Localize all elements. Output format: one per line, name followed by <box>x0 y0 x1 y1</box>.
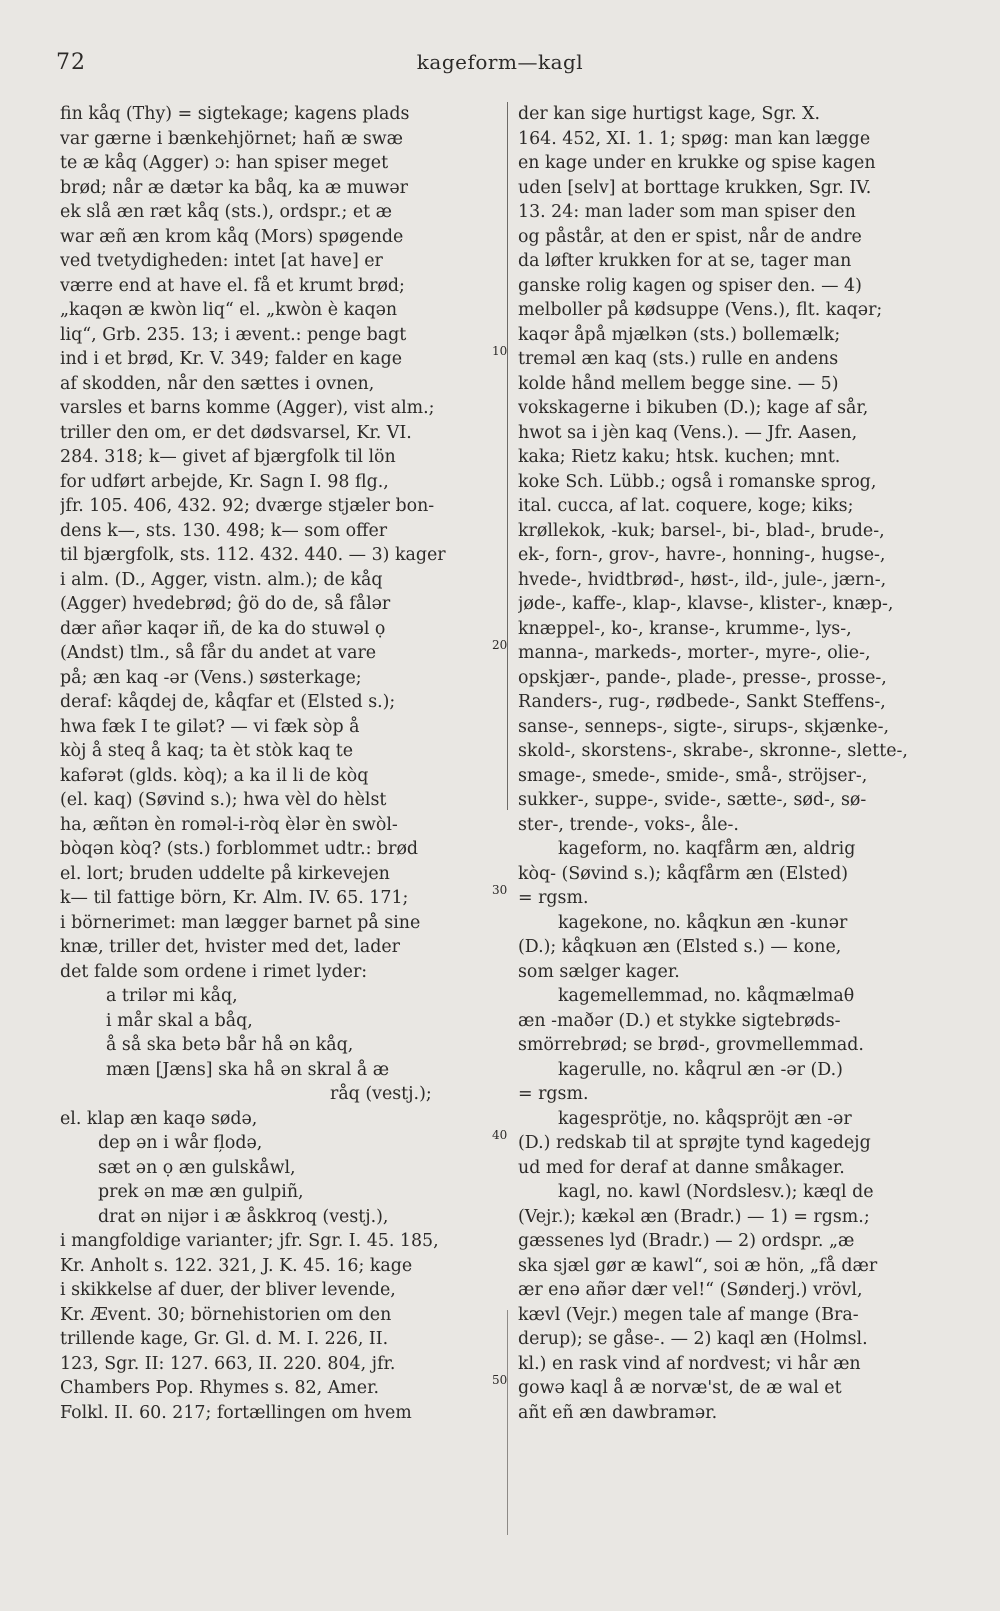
left-column-line: jfr. 105. 406, 432. 92; dværge stjæler bon- <box>60 496 435 516</box>
right-column-line: treməl æn kaq (sts.) rulle en andens <box>518 349 839 369</box>
left-column-line: (el. kaq) (Søvind s.); hwa vèl do hèlst <box>60 790 387 810</box>
left-column-line: prek ən mæ æn gulpiñ, <box>98 1182 304 1202</box>
right-column-line: og påstår, at den er spist, når de andre <box>518 226 862 247</box>
right-column-line: kòq- (Søvind s.); kåqfårm æn (Elsted) <box>518 863 848 884</box>
left-column-line: Chambers Pop. Rhymes s. 82, Amer. <box>60 1378 379 1398</box>
left-column-line: deraf: kåqdej de, kåqfar et (Elsted s.); <box>60 692 396 712</box>
left-column-line: „kaqən æ kwòn liq“ el. „kwòn è kaqən <box>60 300 398 320</box>
left-column-line: Kr. Anholt s. 122. 321, J. K. 45. 16; kage <box>60 1255 413 1276</box>
right-column-line: kaka; Rietz kaku; htsk. kuchen; mnt. <box>518 447 841 467</box>
right-column-line: (D.) redskab til at sprøjte tynd kagedejg <box>518 1133 871 1153</box>
left-column-line: å så ska betə bår hå ən kåq, <box>106 1035 354 1055</box>
left-column-line: trillende kage, Gr. Gl. d. M. I. 226, II. <box>60 1329 389 1349</box>
right-column-line: hwot sa i jèn kaq (Vens.). — Jfr. Aasen, <box>518 422 858 443</box>
page-number: 72 <box>56 50 86 75</box>
right-column-line: sukker-, suppe-, svide-, sætte-, sød-, sø- <box>518 790 867 810</box>
right-column-line: æn -maðər (D.) et stykke sigtebrøds- <box>518 1010 841 1031</box>
right-column-line: kagemellemmad, no. kåqmælmaθ <box>558 986 855 1006</box>
right-column-line: jøde-, kaffe-, klap-, klavse-, klister-, knæp-, <box>518 594 894 614</box>
left-column-line: til bjærgfolk, sts. 112. 432. 440. — 3) kager <box>60 545 446 565</box>
right-column-line: ster-, trende-, voks-, åle-. <box>518 814 739 835</box>
right-column-line: en kage under en krukke og spise kagen <box>518 153 876 173</box>
right-column-line: smörrebrød; se brød-, grovmellemmad. <box>518 1035 864 1055</box>
left-column-line: dær añər kaqər iñ, de ka do stuwəl ọ <box>60 618 386 639</box>
line-number-30: 30 <box>492 883 508 897</box>
right-column-line: (D.); kåqkuən æn (Elsted s.) — kone, <box>518 937 842 957</box>
running-head: kageform—kagl <box>416 50 584 74</box>
right-column-line: ud med for deraf at danne småkager. <box>518 1157 845 1178</box>
line-number-40: 40 <box>492 1128 508 1142</box>
right-column-line: (Vejr.); kækəl æn (Bradr.) — 1) = rgsm.; <box>518 1206 870 1227</box>
left-column-line: kafərət (glds. kòq); a ka il li de kòq <box>60 765 369 786</box>
right-column-line: Randers-, rug-, rødbede-, Sankt Steffens-, <box>518 692 886 712</box>
right-column-line: kl.) en rask vind af nordvest; vi hår æn <box>518 1353 861 1374</box>
left-column-line: bòqən kòq? (sts.) forblommet udtr.: brød <box>60 839 419 859</box>
left-column-line: k— til fattige börn, Kr. Alm. IV. 65. 171; <box>60 888 409 908</box>
left-column-line: værre end at have el. få et krumt brød; <box>60 275 405 296</box>
right-column-line: ganske rolig kagen og spiser den. — 4) <box>518 275 862 296</box>
right-column-line: skold-, skorstens-, skrabe-, skronne-, slette-, <box>518 741 908 761</box>
left-column-line: 284. 318; k— givet af bjærgfolk til lön <box>60 447 396 467</box>
left-column-line: (Andst) tlm., så får du andet at vare <box>60 643 377 663</box>
left-column-line: dep ən i wår fl̦odə, <box>98 1133 263 1153</box>
right-column-line: kolde hånd mellem begge sine. — 5) <box>518 373 839 394</box>
right-column-line: krøllekok, -kuk; barsel-, bi-, blad-, brude-, <box>518 520 885 541</box>
left-column-line: på; æn kaq -ər (Vens.) søsterkage; <box>60 667 362 688</box>
left-column-line: i alm. (D., Agger, vistn. alm.); de kåq <box>60 569 383 590</box>
left-column-line: var gærne i bænkehjörnet; hañ æ swæ <box>60 128 404 149</box>
right-column-line: smage-, smede-, smide-, små-, ströjser-, <box>518 765 868 786</box>
left-column-line: i mangfoldige varianter; jfr. Sgr. I. 45. 185, <box>60 1231 439 1251</box>
right-column-line: ek-, forn-, grov-, havre-, honning-, hugse-, <box>518 545 886 565</box>
line-number-50: 50 <box>492 1373 508 1387</box>
line-number-20: 20 <box>492 638 508 652</box>
right-column-line: som sælger kager. <box>518 961 680 982</box>
right-column-line: gowə kaql å æ norvæ'st, de æ wal et <box>518 1378 842 1398</box>
left-column-line: varsles et barns komme (Agger), vist alm.; <box>60 398 435 418</box>
left-column-line: fin kåq (Thy) = sigtekage; kagens plads <box>60 104 410 124</box>
column-divider <box>507 102 508 810</box>
left-column-line: brød; når æ dætər ka båq, ka æ muwər <box>60 177 408 198</box>
right-column-line: kagerulle, no. kåqrul æn -ər (D.) <box>558 1059 843 1080</box>
right-column-line: kagl, no. kawl (Nordslesv.); kæql de <box>558 1182 874 1202</box>
left-column-line: (Agger) hvedebrød; ĝö do de, så fålər <box>60 594 391 614</box>
left-column-line: hwa fæk I te gilət? — vi fæk sòp å <box>60 716 360 737</box>
right-column-line: kagekone, no. kåqkun æn -kunər <box>558 912 848 933</box>
left-column-line: sæt ən ọ æn gulskåwl, <box>98 1157 296 1178</box>
left-column-line: triller den om, er det dødsvarsel, Kr. VI. <box>60 422 412 443</box>
left-column-line: i skikkelse af duer, der bliver levende, <box>60 1280 396 1300</box>
left-column-line: el. lort; bruden uddelte på kirkevejen <box>60 863 390 884</box>
left-column-line: ek slå æn ræt kåq (sts.), ordspr.; et æ <box>60 202 392 222</box>
left-column-line: for udført arbejde, Kr. Sagn I. 98 flg., <box>60 471 389 492</box>
right-column-line: kageform, no. kaqfårm æn, aldrig <box>558 839 856 859</box>
left-column-line: 123, Sgr. II: 127. 663, II. 220. 804, jfr. <box>60 1353 396 1374</box>
right-column-line: da løfter krukken for at se, tager man <box>518 251 852 271</box>
right-column-line: knæppel-, ko-, kranse-, krumme-, lys-, <box>518 618 852 639</box>
right-column-line: opskjær-, pande-, plade-, presse-, prosse-, <box>518 667 887 688</box>
right-column-line: melboller på kødsuppe (Vens.), flt. kaqər; <box>518 300 883 320</box>
left-column-line: ha, æñtən èn roməl-i-ròq èlər èn swòl- <box>60 814 398 835</box>
right-column-line: der kan sige hurtigst kage, Sgr. X. <box>518 104 820 124</box>
left-column-line: a trilər mi kåq, <box>106 986 238 1006</box>
left-column-line: råq (vestj.); <box>330 1084 432 1104</box>
left-column-line: drat ən nijər i æ åskkroq (vestj.), <box>98 1206 389 1227</box>
left-column-line: ved tvetydigheden: intet [at have] er <box>60 251 383 271</box>
left-column-line: el. klap æn kaqə sødə, <box>60 1108 258 1129</box>
right-column-line: manna-, markeds-, morter-, myre-, olie-, <box>518 643 871 663</box>
left-column-line: Folkl. II. 60. 217; fortællingen om hvem <box>60 1402 412 1423</box>
left-column-line: det falde som ordene i rimet lyder: <box>60 961 368 982</box>
left-column-line: knæ, triller det, hvister med det, lader <box>60 937 400 957</box>
right-column-line: = rgsm. <box>518 888 589 908</box>
left-column-line: i börnerimet: man lægger barnet på sine <box>60 912 421 933</box>
right-column-line: ital. cucca, af lat. coquere, koge; kiks; <box>518 496 854 516</box>
left-column-line: kòj å steq å kaq; ta èt stòk kaq te <box>60 741 353 761</box>
right-column-line: ær enə añər dær vel!“ (Sønderj.) vrövl, <box>518 1280 863 1300</box>
right-column-line: 13. 24: man lader som man spiser den <box>518 202 856 222</box>
left-column-line: mæn [Jæns] ska hå ən skral å æ <box>106 1059 390 1080</box>
left-column-line: dens k—, sts. 130. 498; k— som offer <box>60 520 388 541</box>
right-column-line: ska sjæl gør æ kawl“, soi æ hön, „få dær <box>518 1255 878 1276</box>
column-divider-lower <box>507 1310 508 1535</box>
right-column-line: kaqər åpå mjælkən (sts.) bollemælk; <box>518 324 841 345</box>
left-column-line: war æñ æn krom kåq (Mors) spøgende <box>60 226 404 247</box>
right-column-line: kagesprötje, no. kåqspröjt æn -ər <box>558 1108 852 1129</box>
right-column-line: 164. 452, XI. 1. 1; spøg: man kan lægge <box>518 128 871 149</box>
left-column-line: ind i et brød, Kr. V. 349; falder en kage <box>60 349 403 369</box>
right-column-line: hvede-, hvidtbrød-, høst-, ild-, jule-, jærn-, <box>518 569 887 590</box>
right-column <box>518 102 950 1425</box>
right-column-line: vokskagerne i bikuben (D.); kage af sår, <box>518 398 869 418</box>
left-column-line: te æ kåq (Agger) ɔ: han spiser meget <box>60 153 389 173</box>
right-column-line: uden [selv] at borttage krukken, Sgr. IV. <box>518 177 872 198</box>
right-column-line: = rgsm. <box>518 1084 589 1104</box>
right-column-line: kævl (Vejr.) megen tale af mange (Bra- <box>518 1304 859 1325</box>
right-column-line: añt eñ æn dawbramər. <box>518 1402 718 1423</box>
right-column-line: sanse-, senneps-, sigte-, sirups-, skjænke-, <box>518 716 889 737</box>
right-column-line: koke Sch. Lübb.; også i romanske sprog, <box>518 471 877 492</box>
right-column-line: derup); se gåse-. — 2) kaql æn (Holmsl. <box>518 1329 868 1349</box>
left-column-line: liq“, Grb. 235. 13; i ævent.: penge bagt <box>60 324 407 345</box>
left-column-line: af skodden, når den sættes i ovnen, <box>60 373 375 394</box>
left-column <box>60 102 492 1425</box>
left-column-line: Kr. Ævent. 30; börnehistorien om den <box>60 1304 392 1325</box>
left-column-line: i mår skal a båq, <box>106 1010 253 1031</box>
right-column-line: gæssenes lyd (Bradr.) — 2) ordspr. „æ <box>518 1231 855 1251</box>
line-number-10: 10 <box>492 344 508 358</box>
